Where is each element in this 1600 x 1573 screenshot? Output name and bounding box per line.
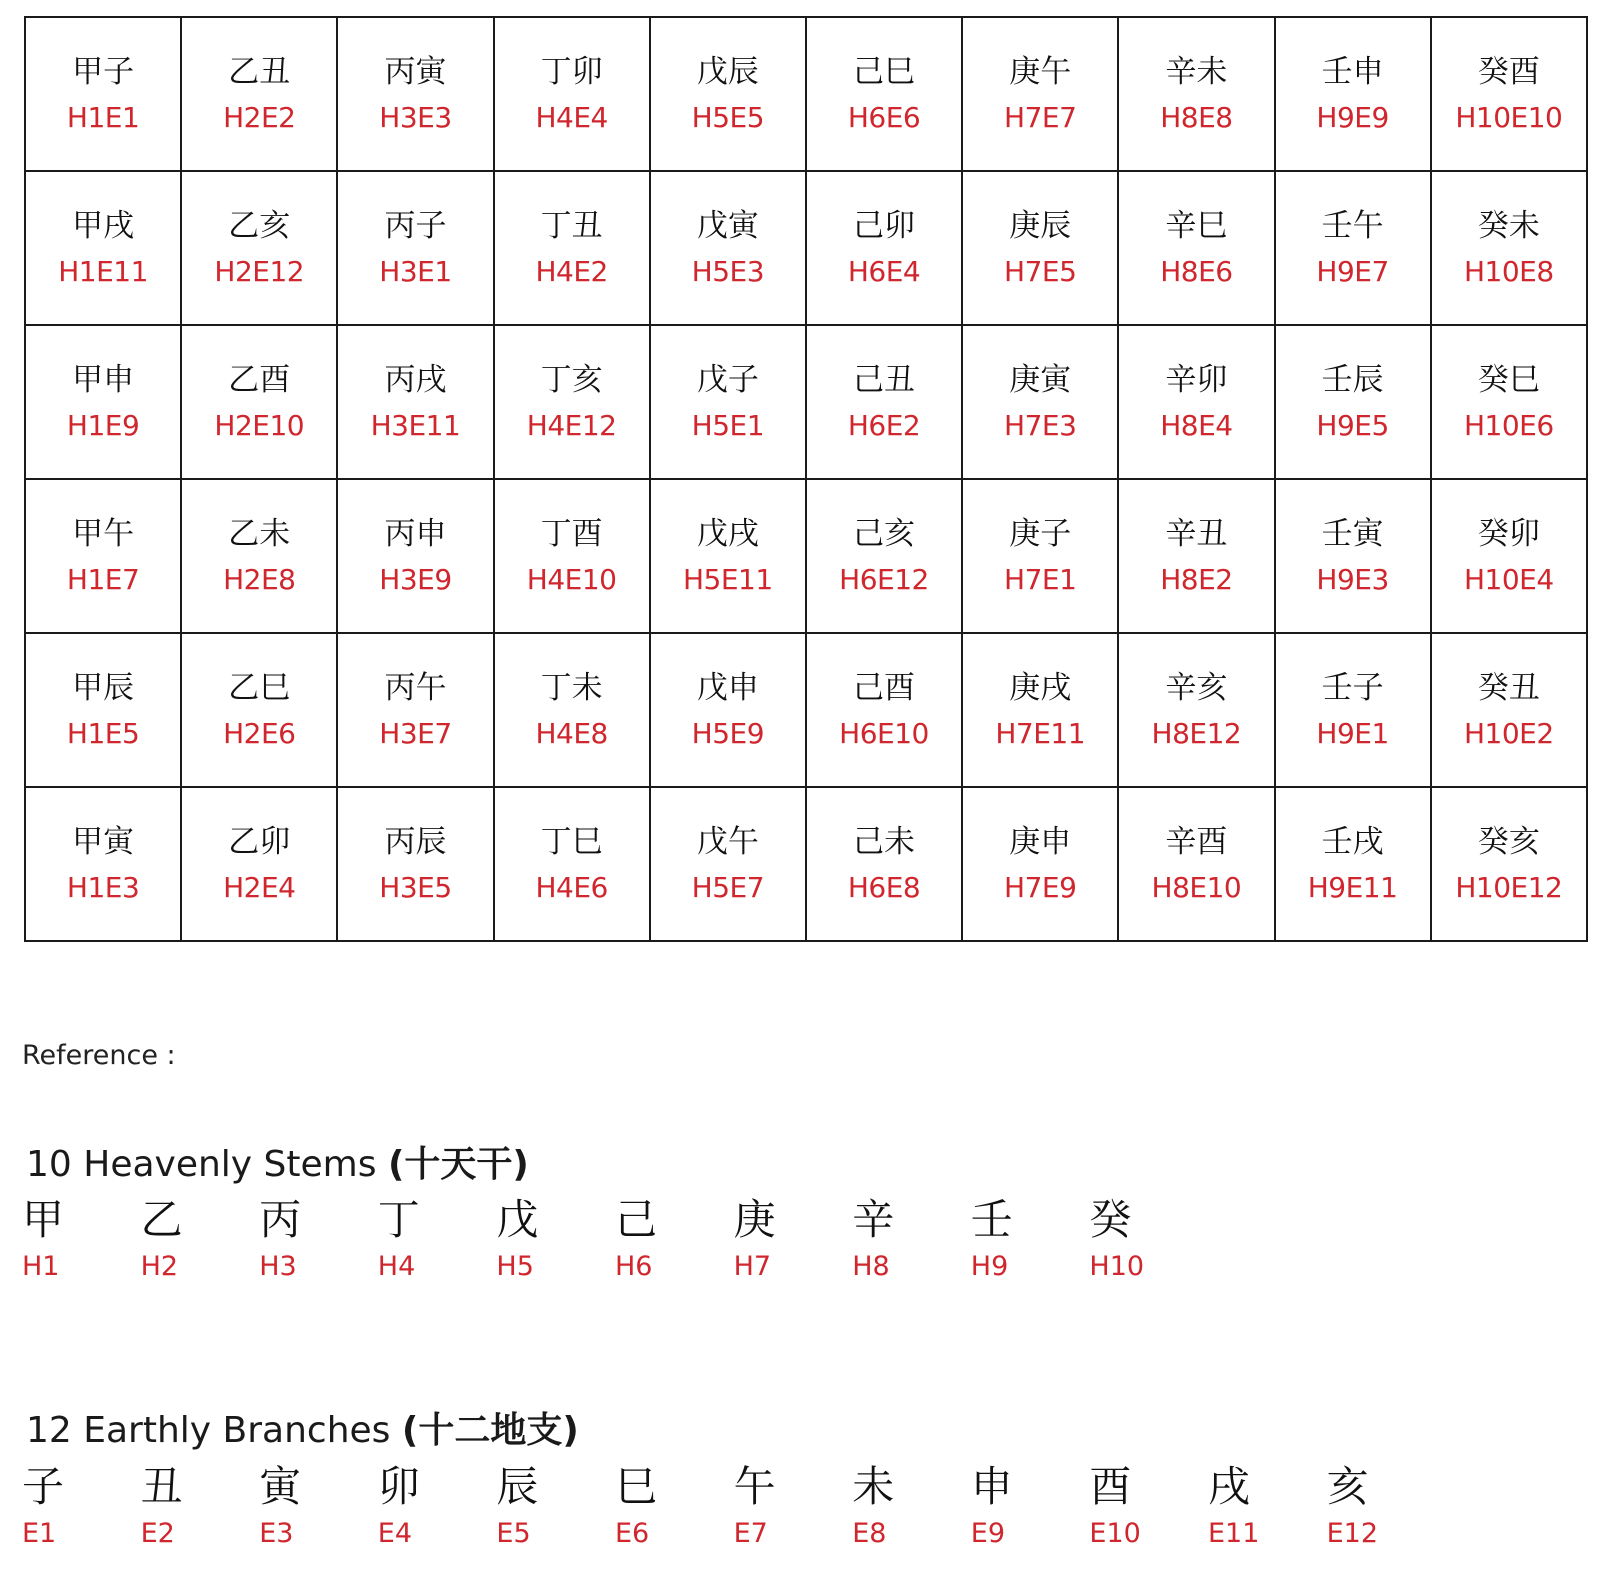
table-cell xyxy=(25,17,181,171)
cell-stem-branch: 丁亥 xyxy=(540,362,603,398)
cell-code: H7E11 xyxy=(995,717,1086,750)
cell-stem-branch: 癸未 xyxy=(1477,208,1540,244)
table-cell xyxy=(494,17,650,171)
table-cell xyxy=(806,633,962,787)
table-cell xyxy=(962,787,1118,941)
cell-stem-branch: 己丑 xyxy=(853,362,916,398)
table-cell xyxy=(337,17,493,171)
table-cell xyxy=(650,17,806,171)
heavenly-stem xyxy=(22,1196,132,1284)
heavenly-stem-char: 癸 xyxy=(1089,1195,1132,1244)
cell-stem-branch: 壬午 xyxy=(1321,208,1384,244)
cell-stem-branch: 辛酉 xyxy=(1165,824,1228,860)
heavenly-stem-char: 己 xyxy=(615,1195,658,1244)
cell-code: H10E10 xyxy=(1455,101,1563,134)
earthly-branch-code: E11 xyxy=(1208,1518,1260,1549)
heavenly-stem-code: H9 xyxy=(970,1251,1009,1282)
earthly-branch xyxy=(22,1463,132,1551)
cell-stem-branch: 甲戌 xyxy=(72,208,135,244)
earthly-branch-char: 申 xyxy=(970,1462,1013,1511)
cell-code: H10E4 xyxy=(1463,563,1554,596)
table-cell xyxy=(1118,479,1274,633)
earthly-branch xyxy=(971,1463,1081,1551)
earthly-branch-code: E2 xyxy=(140,1518,175,1549)
earthly-branch-code: E10 xyxy=(1089,1518,1141,1549)
cell-code: H8E10 xyxy=(1151,871,1242,904)
cell-code: H6E2 xyxy=(847,409,921,442)
cell-stem-branch: 戊寅 xyxy=(696,208,759,244)
earthly-branch xyxy=(1208,1463,1318,1551)
cell-code: H3E1 xyxy=(379,255,452,288)
cell-stem-branch: 丙寅 xyxy=(384,54,447,90)
table-cell xyxy=(1275,171,1431,325)
cell-code: H10E8 xyxy=(1463,255,1554,288)
heavenly-stems-title xyxy=(26,1136,529,1187)
cell-stem-branch: 戊午 xyxy=(696,824,759,860)
cell-stem-branch: 丙子 xyxy=(384,208,447,244)
cell-code: H3E7 xyxy=(379,717,452,750)
table-cell xyxy=(806,17,962,171)
table-cell xyxy=(650,787,806,941)
earthly-branch xyxy=(141,1463,251,1551)
cell-stem-branch: 壬戌 xyxy=(1321,824,1384,860)
cell-stem-branch: 甲寅 xyxy=(72,824,135,860)
cell-stem-branch: 己亥 xyxy=(853,516,916,552)
cell-stem-branch: 乙未 xyxy=(228,516,291,552)
table-cell xyxy=(1118,787,1274,941)
earthly-branch-code: E7 xyxy=(733,1518,768,1549)
earthly-branches-title xyxy=(26,1402,579,1453)
table-cell xyxy=(650,171,806,325)
table-cell xyxy=(181,479,337,633)
heavenly-stem xyxy=(259,1196,369,1284)
cell-code: H1E11 xyxy=(58,255,148,288)
cell-stem-branch: 壬申 xyxy=(1321,54,1384,90)
cell-stem-branch: 丁未 xyxy=(540,670,603,706)
table-cell xyxy=(1275,325,1431,479)
cell-stem-branch: 丁卯 xyxy=(540,54,603,90)
cell-code: H7E3 xyxy=(1004,409,1077,442)
cell-stem-branch: 癸巳 xyxy=(1477,362,1540,398)
heavenly-stem-char: 乙 xyxy=(140,1195,183,1244)
earthly-branches-title-text: 12 Earthly Branches xyxy=(26,1410,391,1451)
cell-code: H9E7 xyxy=(1316,255,1389,288)
earthly-branch xyxy=(378,1463,488,1551)
cell-stem-branch: 甲辰 xyxy=(72,670,135,706)
cell-stem-branch: 乙丑 xyxy=(228,54,291,90)
cell-stem-branch: 丙申 xyxy=(384,516,447,552)
cell-stem-branch: 己巳 xyxy=(853,54,916,90)
cell-code: H3E11 xyxy=(370,409,461,442)
cell-stem-branch: 乙酉 xyxy=(228,362,291,398)
cell-code: H10E2 xyxy=(1463,717,1554,750)
table-cell xyxy=(494,787,650,941)
heavenly-stem-char: 丁 xyxy=(377,1195,420,1244)
cell-stem-branch: 庚子 xyxy=(1009,516,1072,552)
heavenly-stem xyxy=(615,1196,725,1284)
table-cell xyxy=(25,787,181,941)
earthly-branch-char: 卯 xyxy=(377,1462,420,1511)
earthly-branch-char: 酉 xyxy=(1089,1462,1132,1511)
earthly-branch xyxy=(1089,1463,1199,1551)
table-row xyxy=(25,17,1587,171)
cell-code: H6E4 xyxy=(847,255,921,288)
cell-stem-branch: 戊戌 xyxy=(696,516,759,552)
cell-stem-branch: 戊申 xyxy=(696,670,759,706)
cell-stem-branch: 丙午 xyxy=(384,670,447,706)
cell-stem-branch: 庚午 xyxy=(1009,54,1072,90)
cell-stem-branch: 戊辰 xyxy=(696,54,759,90)
cell-stem-branch: 辛未 xyxy=(1165,54,1228,90)
table-cell xyxy=(962,325,1118,479)
heavenly-stem-char: 戊 xyxy=(496,1195,539,1244)
cell-code: H8E8 xyxy=(1160,101,1233,134)
cell-stem-branch: 甲申 xyxy=(72,362,135,398)
earthly-branch-code: E9 xyxy=(970,1518,1006,1549)
cell-code: H4E2 xyxy=(535,255,608,288)
heavenly-stem-code: H10 xyxy=(1089,1251,1145,1282)
cell-stem-branch: 丁丑 xyxy=(540,208,603,244)
cell-stem-branch: 辛丑 xyxy=(1165,516,1228,552)
cell-stem-branch: 甲子 xyxy=(72,54,135,90)
table-row xyxy=(25,633,1587,787)
table-cell xyxy=(494,171,650,325)
earthly-branch-char: 未 xyxy=(852,1462,895,1511)
cell-code: H10E6 xyxy=(1463,409,1554,442)
earthly-branch-code: E8 xyxy=(852,1518,887,1549)
table-cell xyxy=(337,479,493,633)
heavenly-stem xyxy=(734,1196,844,1284)
table-row xyxy=(25,787,1587,941)
table-cell xyxy=(181,787,337,941)
cell-stem-branch: 己卯 xyxy=(853,208,916,244)
table-cell xyxy=(337,171,493,325)
cell-stem-branch: 癸卯 xyxy=(1477,516,1540,552)
cell-code: H4E6 xyxy=(535,871,608,904)
cell-code: H10E12 xyxy=(1455,871,1563,904)
heavenly-stem-code: H3 xyxy=(259,1251,297,1282)
cell-code: H5E11 xyxy=(682,563,773,596)
earthly-branch xyxy=(852,1463,962,1551)
cell-stem-branch: 戊子 xyxy=(696,362,759,398)
table-cell xyxy=(337,325,493,479)
heavenly-stem-code: H1 xyxy=(22,1251,60,1282)
cell-stem-branch: 癸亥 xyxy=(1477,824,1540,860)
table-cell xyxy=(1275,787,1431,941)
cell-code: H4E8 xyxy=(535,717,608,750)
table-row xyxy=(25,479,1587,633)
table-cell xyxy=(25,325,181,479)
cell-stem-branch: 己酉 xyxy=(853,670,916,706)
cell-code: H5E3 xyxy=(691,255,765,288)
cell-stem-branch: 丁酉 xyxy=(540,516,603,552)
cell-stem-branch: 丁巳 xyxy=(540,824,603,860)
cell-stem-branch: 壬辰 xyxy=(1321,362,1384,398)
cell-stem-branch: 癸丑 xyxy=(1477,670,1540,706)
cell-stem-branch: 辛卯 xyxy=(1165,362,1228,398)
earthly-branch-char: 亥 xyxy=(1326,1462,1369,1511)
table-cell xyxy=(25,633,181,787)
cell-stem-branch: 乙亥 xyxy=(228,208,291,244)
table-cell xyxy=(962,633,1118,787)
cell-code: H9E9 xyxy=(1316,101,1389,134)
heavenly-stem-code: H2 xyxy=(140,1251,179,1282)
cell-code: H2E8 xyxy=(223,563,296,596)
cell-code: H8E2 xyxy=(1160,563,1233,596)
earthly-branches-list xyxy=(0,1463,1600,1573)
table-cell xyxy=(25,479,181,633)
table-cell xyxy=(1118,171,1274,325)
earthly-branch-code: E1 xyxy=(22,1518,57,1549)
cell-stem-branch: 丙戌 xyxy=(384,362,447,398)
table-cell xyxy=(1431,325,1587,479)
cell-code: H6E6 xyxy=(847,101,921,134)
cell-stem-branch: 庚寅 xyxy=(1009,362,1072,398)
table-cell xyxy=(337,787,493,941)
cell-code: H3E9 xyxy=(379,563,452,596)
table-cell xyxy=(1275,633,1431,787)
cell-code: H9E5 xyxy=(1316,409,1389,442)
cell-code: H5E7 xyxy=(691,871,765,904)
cell-stem-branch: 庚戌 xyxy=(1009,670,1072,706)
table-cell xyxy=(1431,171,1587,325)
cell-stem-branch: 己未 xyxy=(853,824,916,860)
table-cell xyxy=(181,17,337,171)
earthly-branches-title-cn: (十二地支) xyxy=(401,1410,579,1451)
heavenly-stem-code: H4 xyxy=(377,1251,416,1282)
cell-code: H2E4 xyxy=(223,871,296,904)
cell-stem-branch: 乙卯 xyxy=(228,824,291,860)
earthly-branch xyxy=(259,1463,369,1551)
heavenly-stem-char: 辛 xyxy=(852,1195,895,1244)
cell-code: H6E10 xyxy=(839,717,929,750)
heavenly-stem-code: H7 xyxy=(733,1251,772,1282)
cell-code: H7E5 xyxy=(1004,255,1077,288)
heavenly-stem xyxy=(496,1196,606,1284)
cell-code: H5E9 xyxy=(691,717,765,750)
heavenly-stem-char: 甲 xyxy=(22,1195,65,1244)
earthly-branch-code: E3 xyxy=(259,1518,294,1549)
cell-code: H3E5 xyxy=(379,871,452,904)
table-cell xyxy=(181,171,337,325)
cell-code: H1E7 xyxy=(66,563,140,596)
table-cell xyxy=(25,171,181,325)
cell-code: H3E3 xyxy=(379,101,452,134)
cell-stem-branch: 辛巳 xyxy=(1165,208,1228,244)
earthly-branch-code: E5 xyxy=(496,1518,531,1549)
cell-code: H2E6 xyxy=(223,717,296,750)
cell-code: H9E3 xyxy=(1316,563,1389,596)
table-cell xyxy=(806,787,962,941)
cell-code: H2E2 xyxy=(223,101,296,134)
sexagenary-cycle-table xyxy=(24,16,1588,942)
cell-code: H4E12 xyxy=(526,409,617,442)
table-cell xyxy=(650,479,806,633)
cell-code: H5E5 xyxy=(691,101,765,134)
heavenly-stem xyxy=(141,1196,251,1284)
earthly-branch xyxy=(615,1463,725,1551)
heavenly-stems-list xyxy=(0,1196,1600,1306)
earthly-branch-char: 寅 xyxy=(259,1462,302,1511)
earthly-branch-char: 午 xyxy=(733,1462,776,1511)
table-cell xyxy=(1118,325,1274,479)
table-cell xyxy=(806,171,962,325)
heavenly-stem xyxy=(852,1196,962,1284)
table-cell xyxy=(806,479,962,633)
earthly-branch xyxy=(1327,1463,1437,1551)
heavenly-stem-char: 壬 xyxy=(970,1195,1013,1244)
cell-code: H6E12 xyxy=(839,563,929,596)
table-cell xyxy=(1118,17,1274,171)
heavenly-stem-code: H5 xyxy=(496,1251,534,1282)
heavenly-stems-title-text: 10 Heavenly Stems xyxy=(26,1144,377,1185)
earthly-branch-code: E12 xyxy=(1326,1518,1379,1549)
table-cell xyxy=(650,633,806,787)
table-row xyxy=(25,325,1587,479)
cell-stem-branch: 庚辰 xyxy=(1009,208,1072,244)
cell-code: H1E3 xyxy=(66,871,140,904)
cell-stem-branch: 庚申 xyxy=(1009,824,1072,860)
earthly-branch-char: 子 xyxy=(22,1462,65,1511)
heavenly-stem-char: 庚 xyxy=(733,1195,776,1244)
cell-code: H7E7 xyxy=(1004,101,1077,134)
cell-stem-branch: 壬子 xyxy=(1321,670,1384,706)
cell-code: H9E11 xyxy=(1307,871,1398,904)
heavenly-stem xyxy=(1089,1196,1199,1284)
table-cell xyxy=(1431,479,1587,633)
cell-stem-branch: 乙巳 xyxy=(228,670,291,706)
table-row xyxy=(25,171,1587,325)
table-cell xyxy=(806,325,962,479)
heavenly-stem xyxy=(971,1196,1081,1284)
earthly-branch xyxy=(734,1463,844,1551)
table-cell xyxy=(337,633,493,787)
table-cell xyxy=(494,325,650,479)
table-cell xyxy=(962,171,1118,325)
table-cell xyxy=(962,479,1118,633)
heavenly-stem-char: 丙 xyxy=(259,1195,302,1244)
table-cell xyxy=(494,633,650,787)
cell-code: H7E1 xyxy=(1004,563,1077,596)
cell-code: H9E1 xyxy=(1316,717,1389,750)
table-cell xyxy=(1275,479,1431,633)
earthly-branch-char: 辰 xyxy=(496,1462,539,1511)
cell-stem-branch: 壬寅 xyxy=(1321,516,1384,552)
cell-stem-branch: 癸酉 xyxy=(1477,54,1540,90)
table-cell xyxy=(650,325,806,479)
earthly-branch-code: E4 xyxy=(377,1518,413,1549)
earthly-branch-char: 丑 xyxy=(140,1462,183,1511)
cell-code: H6E8 xyxy=(847,871,921,904)
cell-code: H4E10 xyxy=(526,563,617,596)
cell-stem-branch: 辛亥 xyxy=(1165,670,1228,706)
reference-label: Reference : xyxy=(22,1040,176,1071)
table-cell xyxy=(1431,17,1587,171)
earthly-branch-char: 巳 xyxy=(615,1462,658,1511)
cell-code: H8E12 xyxy=(1151,717,1242,750)
cell-code: H1E1 xyxy=(66,101,140,134)
cell-code: H4E4 xyxy=(535,101,608,134)
cell-code: H2E10 xyxy=(214,409,305,442)
cell-code: H8E4 xyxy=(1160,409,1233,442)
heavenly-stem-code: H6 xyxy=(615,1251,653,1282)
table-cell xyxy=(494,479,650,633)
cell-stem-branch: 甲午 xyxy=(72,516,135,552)
earthly-branch-code: E6 xyxy=(615,1518,650,1549)
earthly-branch xyxy=(496,1463,606,1551)
cell-code: H5E1 xyxy=(691,409,765,442)
table-cell xyxy=(181,633,337,787)
table-cell xyxy=(1118,633,1274,787)
table-cell xyxy=(962,17,1118,171)
table-cell xyxy=(1431,633,1587,787)
table-cell xyxy=(1431,787,1587,941)
cell-code: H1E5 xyxy=(66,717,140,750)
cell-stem-branch: 丙辰 xyxy=(384,824,447,860)
cell-code: H7E9 xyxy=(1004,871,1077,904)
table-body xyxy=(25,17,1587,941)
cell-code: H8E6 xyxy=(1160,255,1233,288)
heavenly-stem xyxy=(378,1196,488,1284)
table-cell xyxy=(1275,17,1431,171)
heavenly-stems-title-cn: (十天干) xyxy=(387,1144,529,1185)
earthly-branch-char: 戌 xyxy=(1208,1462,1251,1511)
heavenly-stem-code: H8 xyxy=(852,1251,890,1282)
cell-code: H2E12 xyxy=(214,255,305,288)
table-cell xyxy=(181,325,337,479)
cell-code: H1E9 xyxy=(66,409,140,442)
